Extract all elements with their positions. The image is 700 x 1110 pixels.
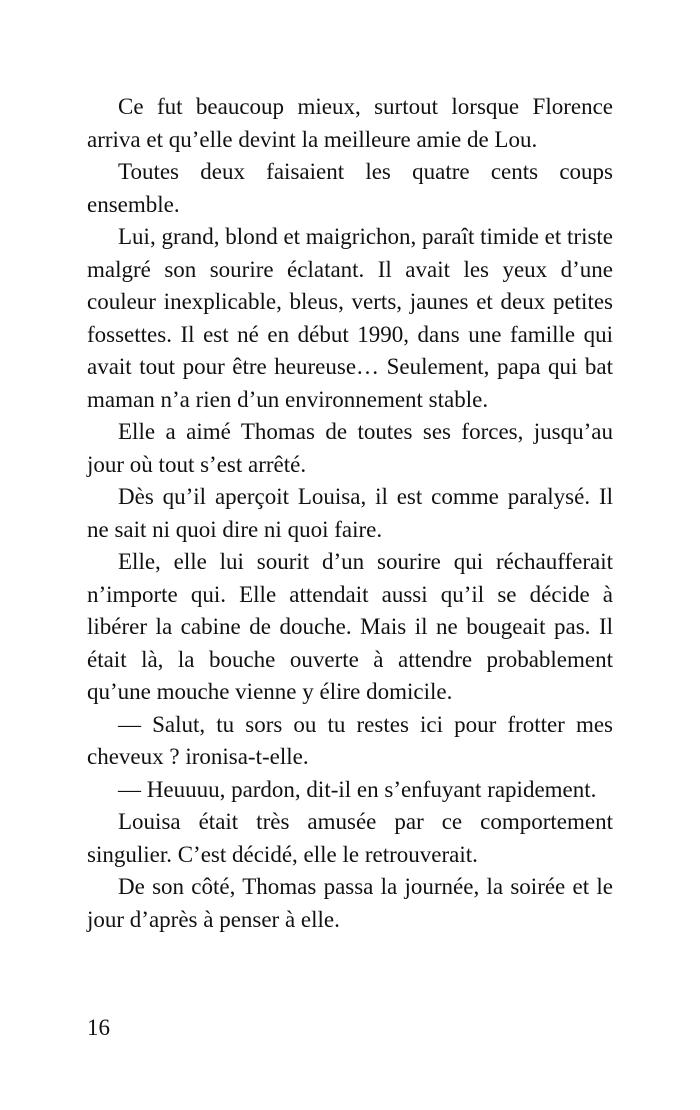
paragraph: Lui, grand, blond et maigrichon, paraît timide et triste malgré son sourire éclatant. Il avait les yeux d’une couleur inexplicable, bleus, verts, jaunes et deux petites fossettes. Il est né en début 1990, dans une famille qui avait tout pour être heureuse… Seulement, papa qui bat maman n’a rien d’un environnement stable. [87,224,614,412]
paragraph: Elle, elle lui sourit d’un sourire qui réchaufferait n’importe qui. Elle attendait aussi qu’il se décide à libérer la cabine de douche. Mais il ne bougeait pas. Il était là, la bouche ouverte à attendre probablement qu’une mouche vienne y élire domicile. [87,549,613,704]
paragraph: Ce fut beaucoup mieux, surtout lorsque Florence arriva et qu’elle devint la meilleure amie de Lou. [87,94,613,152]
paragraph: Dès qu’il aperçoit Louisa, il est comme paralysé. Il ne sait ni quoi dire ni quoi faire. [87,484,613,542]
page-number: 16 [87,1015,110,1040]
dialogue-line: — Heuuuu, pardon, dit-il en s’enfuyant rapidement. [118,776,597,802]
paragraph: De son côté, Thomas passa la journée, la soirée et le jour d’après à penser à elle. [87,874,613,932]
dialogue-line: — Salut, tu sors ou tu restes ici pour frotter mes cheveux ? ironisa-t-elle. [87,711,613,769]
body-text [87,91,613,936]
paragraph: Toutes deux faisaient les quatre cents coups ensemble. [87,159,613,217]
paragraph: Louisa était très amusée par ce comportement singulier. C’est décidé, elle le retrouverait. [87,809,613,867]
paragraph: Elle a aimé Thomas de toutes ses forces, jusqu’au jour où tout s’est arrêté. [87,419,613,477]
